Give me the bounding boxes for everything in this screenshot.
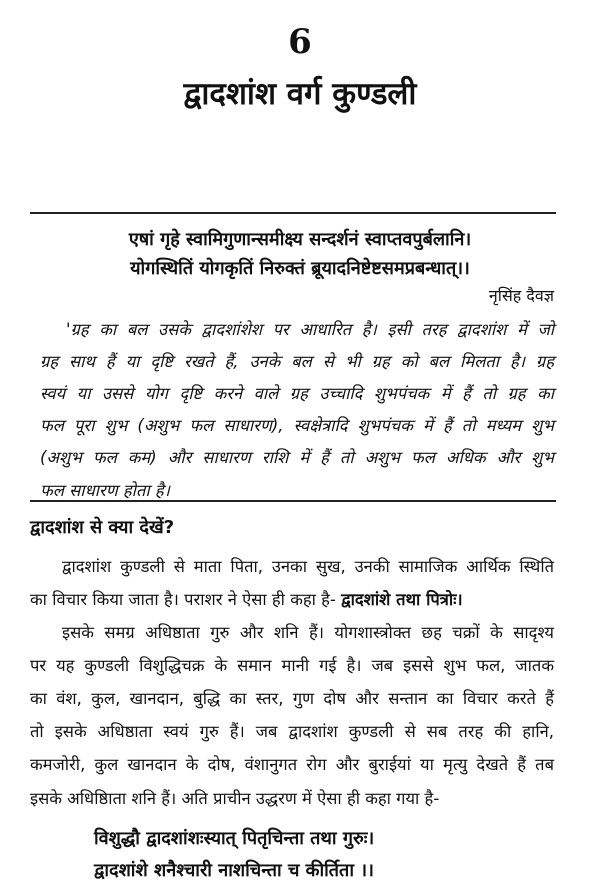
body-line: पर यह कुण्डली विशुद्धिचक्र के समान मानी गई है। जब इससे शुभ फल, जातक: [30, 656, 554, 675]
bottom-divider: [30, 500, 556, 502]
body-line: [30, 588, 554, 612]
top-divider: [30, 212, 556, 214]
section-verse-line: विशुद्धौ द्वादशांशःस्यात् पितृचिन्ता तथा गुरुः।: [94, 828, 375, 849]
commentary-line: 'ग्रह का बल उसके द्वादशांशेश पर आधारित है। इसी तरह द्वादशांश में जो: [66, 320, 554, 339]
body-line: द्वादशांश कुण्डली से माता पिता, उनका सुख, उनकी सामाजिक आर्थिक स्थिति: [62, 557, 554, 576]
commentary-line: स्वयं या उससे योग दृष्टि करने वाले ग्रह उच्चादि शुभपंचक में हैं तो ग्रह का: [40, 384, 554, 403]
body-line: इसके समग्र अधिष्ठाता गुरु और शनि हैं। योगशास्त्रोक्त छह चक्रों के सादृश्य: [62, 623, 554, 642]
body-line: कमजोरी, कुल खानदान के दोष, वंशानुगत रोग और बुराईयां या मृत्यु देखते हैं तब: [30, 755, 554, 774]
body-line: का वंश, कुल, खानदान, बुद्धि का स्तर, गुण दोष और सन्तान का विचार करते हैं: [30, 689, 554, 708]
section-verse-line: द्वादशांशे शनैश्चारी नाशचिन्ता च कीर्तिता ।।: [94, 860, 374, 881]
chapter-title: द्वादशांश वर्ग कुण्डली: [183, 76, 417, 112]
commentary-line: फल साधारण होता है।: [40, 481, 170, 500]
parashara-quote: द्वादशांशे तथा पित्रोः।: [341, 590, 463, 609]
chapter-number: 6: [288, 22, 312, 62]
commentary-line: ग्रह साथ हैं या दृष्टि रखते हैं, उनके बल से भी ग्रह को बल मिलता है। ग्रह: [40, 352, 554, 371]
epigraph-verse-line: योगस्थितिं योगकृतिं निरुक्तं ब्रूयादनिष्टेष्टसमप्रबन्धात्।।: [130, 258, 470, 279]
epigraph-verse-line: एषां गृहे स्वामिगुणान्समीक्ष्य सन्दर्शनं स्वाप्तवपुर्बलानि।: [128, 229, 472, 250]
body-line: तो इसके अधिष्ठाता स्वयं गुरु हैं। जब द्वादशांश कुण्डली से सब तरह की हानि,: [30, 722, 554, 741]
commentary-line: फल पूरा शुभ (अशुभ फल साधारण), स्वक्षेत्रादि शुभपंचक में हैं तो मध्यम शुभ: [40, 416, 554, 435]
epigraph-author: नृसिंह दैवज्ञ: [488, 286, 554, 305]
body-line: इसके अधिष्ठिाता शनि हैं। अति प्राचीन उद्धरण में ऐसा ही कहा गया है-: [30, 789, 440, 808]
body-text: का विचार किया जाता है। पराशर ने ऐसा ही कहा है-: [30, 590, 336, 609]
commentary-line: (अशुभ फल कम) और साधारण राशि में हैं तो अशुभ फल अधिक और शुभ: [40, 448, 554, 467]
section-heading: द्वादशांश से क्या देखें?: [30, 517, 175, 538]
